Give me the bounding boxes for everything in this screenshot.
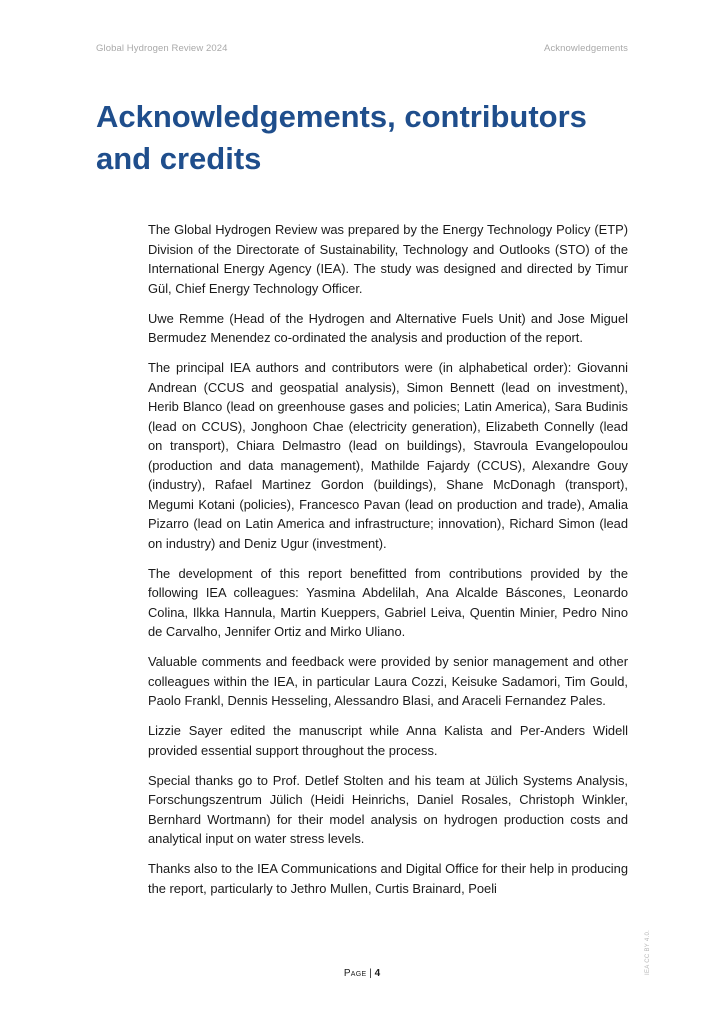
paragraph-communications: Thanks also to the IEA Communications and Digital Office for their help in producing the report, particularly to Jethro Mullen, Curtis Brainard, Poeli: [148, 861, 628, 896]
paragraph-contributions: The development of this report benefitted from contributions provided by the following IEA colleagues: Yasmina Abdelilah, Ana Alcalde Báscones, Leonardo Colina, Ilkka Hannula, Martin Kueppers, Gabriel Leiva, Quentin Minier, Pedro Nino de Carvalho, Jennifer Ortiz and Mirko Uliano.: [148, 565, 628, 639]
body-text: [148, 220, 628, 909]
running-header-section: Acknowledgements: [544, 43, 628, 54]
paragraph-authors: The principal IEA authors and contributors were (in alphabetical order): Giovanni Andrean (CCUS and geospatial analysis), Simon Bennett (lead on investment), Herib Blanco (lead on greenhouse gases and policies; Latin America), Sara Budinis (lead on CCUS), Jonghoon Chae (electricity generation), Elizabeth Connelly (lead on transport), Chiara Delmastro (lead on buildings), Stavroula Evangelopoulou (production and data management), Mathilde Fajardy (CCUS), Alexandre Gouy (industry), Rafael Martinez Gordon (buildings), Shane McDonagh (transport), Megumi Kotani (policies), Francesco Pavan (lead on production and trade), Amalia Pizarro (lead on Latin America and infrastructure; innovation), Richard Simon (lead on industry) and Deniz Ugur (investment).: [148, 360, 628, 551]
paragraph-special-thanks: Special thanks go to Prof. Detlef Stolten and his team at Jülich Systems Analysis, Forschungszentrum Jülich (Heidi Heinrichs, Daniel Rosales, Christoph Winkler, Bernhard Wortmann) for their model analysis on hydrogen production costs and analytical input on water stress levels.: [148, 772, 628, 846]
page-separator: |: [366, 968, 375, 979]
license-note: IEA CC BY 4.0.: [645, 929, 651, 975]
paragraph-preparation: The Global Hydrogen Review was prepared by the Energy Technology Policy (ETP) Division of the Directorate of Sustainability, Technology and Outlooks (STO) of the International Energy Agency (IEA). The study was designed and directed by Timur Gül, Chief Energy Technology Officer.: [148, 222, 628, 296]
paragraph-coordination: Uwe Remme (Head of the Hydrogen and Alternative Fuels Unit) and Jose Miguel Bermudez Menendez co-ordinated the analysis and production of the report.: [148, 310, 628, 345]
running-header-title: Global Hydrogen Review 2024: [96, 43, 228, 54]
page-footer: [0, 968, 724, 979]
paragraph-editing: Lizzie Sayer edited the manuscript while Anna Kalista and Per-Anders Widell provided essential support throughout the process.: [148, 723, 628, 758]
page-number: 4: [374, 968, 381, 979]
paragraph-feedback: Valuable comments and feedback were provided by senior management and other colleagues within the IEA, in particular Laura Cozzi, Keisuke Sadamori, Tim Gould, Paolo Frankl, Dennis Hesseling, Alessandro Blasi, and Araceli Fernandez Pales.: [148, 654, 628, 708]
page-label: Page: [343, 968, 367, 979]
page-title: Acknowledgements, contributors and credits: [96, 99, 587, 176]
